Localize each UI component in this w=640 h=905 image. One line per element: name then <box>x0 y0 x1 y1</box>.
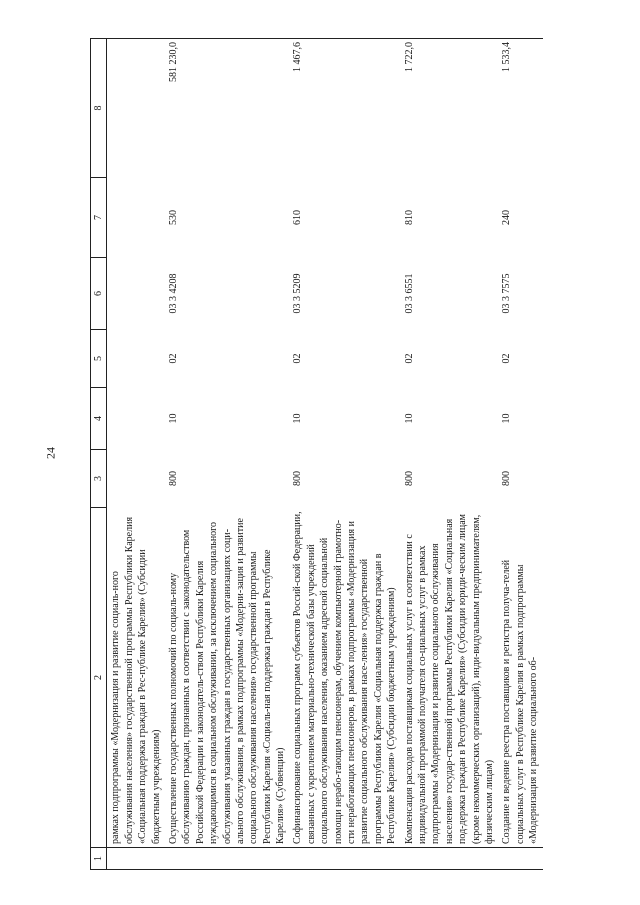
row-number-cell <box>498 848 542 870</box>
cell-col-7: 810 <box>403 210 415 225</box>
row-description: рамках подпрограммы «Модернизация и развитие социаль-ного обслуживания населения» государственной программы Республики Карелия «Социальная поддержка граждан в Рес-публике Карелия» (Субсидии бюджетным учреждениям) <box>110 516 162 844</box>
cell-col-7: 530 <box>167 210 179 225</box>
column-header-6: 6 <box>91 258 107 330</box>
row-number-cell <box>107 848 165 870</box>
cell-col-3: 800 <box>167 471 179 486</box>
row-number-cell <box>401 848 499 870</box>
cell-col-4: 10 <box>167 413 179 424</box>
row-number-cell <box>165 848 290 870</box>
row-description: Осуществление государственных полномочий по социаль-ному обслуживанию граждан, признанных в соответствии с законодательством Российской Федерации и законодатель-ством Республики Карелия нуждающимися в социальном обслуживании, за исключением социального обслуживания указанных граждан в государственных организациях соци-ального обслуживания, в рамках подпрограммы «Модерни-зация и развитие социального обслуживания населения» государственной программы Республики Карелия «Социаль-ная поддержка граждан в Республике Карелия» (Субвенции) <box>167 518 287 844</box>
cell-col-5: 02 <box>292 353 304 364</box>
cell-col-7: 610 <box>292 210 304 225</box>
table-row <box>107 39 165 870</box>
page-number: 24 <box>43 447 58 459</box>
header-row <box>91 39 107 870</box>
row-description: Создание и ведение реестра поставщиков и регистра получа-телей социальных услуг в Республике Карелия в рамках подпрограммы «Модернизация и развитие социального об- <box>501 559 540 844</box>
rotated-table-sheet <box>90 39 630 870</box>
column-header-3: 3 <box>91 450 107 508</box>
table-row <box>165 39 290 870</box>
cell-col-6: 03 3 7575 <box>501 273 513 314</box>
cell-col-8 <box>107 39 165 178</box>
cell-col-5: 02 <box>501 353 513 364</box>
cell-col-3: 800 <box>403 471 415 486</box>
cell-col-7: 240 <box>501 210 513 225</box>
cell-col-8: 1 467,6 <box>289 39 400 178</box>
cell-col-6: 03 3 4208 <box>167 273 179 314</box>
column-header-5: 5 <box>91 330 107 388</box>
cell-col-8: 1 533,4 <box>498 39 542 178</box>
table-row <box>289 39 400 870</box>
cell-col-6 <box>107 258 165 330</box>
cell-col-4 <box>107 388 165 450</box>
cell-col-4: 10 <box>292 413 304 424</box>
cell-col-8: 1 722,0 <box>401 39 499 178</box>
column-header-2: 2 <box>91 508 107 848</box>
row-number-cell <box>289 848 400 870</box>
column-header-4: 4 <box>91 388 107 450</box>
cell-col-3: 800 <box>292 471 304 486</box>
cell-col-3: 800 <box>501 471 513 486</box>
column-header-1: 1 <box>91 848 107 870</box>
table-row <box>498 39 542 870</box>
cell-col-6: 03 3 5209 <box>292 273 304 314</box>
column-header-7: 7 <box>91 178 107 258</box>
cell-col-6: 03 3 6551 <box>403 273 415 314</box>
column-header-8: 8 <box>91 39 107 178</box>
cell-col-7 <box>107 178 165 258</box>
cell-col-5: 02 <box>403 353 415 364</box>
budget-table <box>90 38 543 870</box>
cell-col-4: 10 <box>403 413 415 424</box>
row-description: Софинансирование социальных программ субъектов Россий-ской Федерации, связанных с укреплением материально-технической базы учреждений социального обслуживания населения, оказанием адресной социальной помощи нерабо-тающим пенсионерам, обучением компьютерной грамотно-сти неработающих пенсионеров, в рамках подпрограммы «Модернизация и развитие социального обслуживания насе-ления» государственной программы Республики Карелия «Социальная поддержка граждан в Республике Карелия» (Субсидии бюджетным учреждениям) <box>292 511 398 844</box>
cell-col-3 <box>107 450 165 508</box>
row-description: Компенсация расходов поставщикам социальных услуг в соответствии с индивидуальной программой получателя со-циальных услуг в рамках подпрограммы «Модернизация и развитие социального обслуживания населения» государ-ственной программы Республики Карелия «Социальная под-держка граждан в Республике Карелия» (Субсидии юриди-ческим лицам (кроме некоммерческих организаций), инди-видуальным предпринимателям, физическим лицам) <box>403 513 495 844</box>
cell-col-4: 10 <box>501 413 513 424</box>
table-row <box>401 39 499 870</box>
cell-col-5: 02 <box>167 353 179 364</box>
cell-col-8: 581 230,0 <box>165 39 290 178</box>
cell-col-5 <box>107 330 165 388</box>
